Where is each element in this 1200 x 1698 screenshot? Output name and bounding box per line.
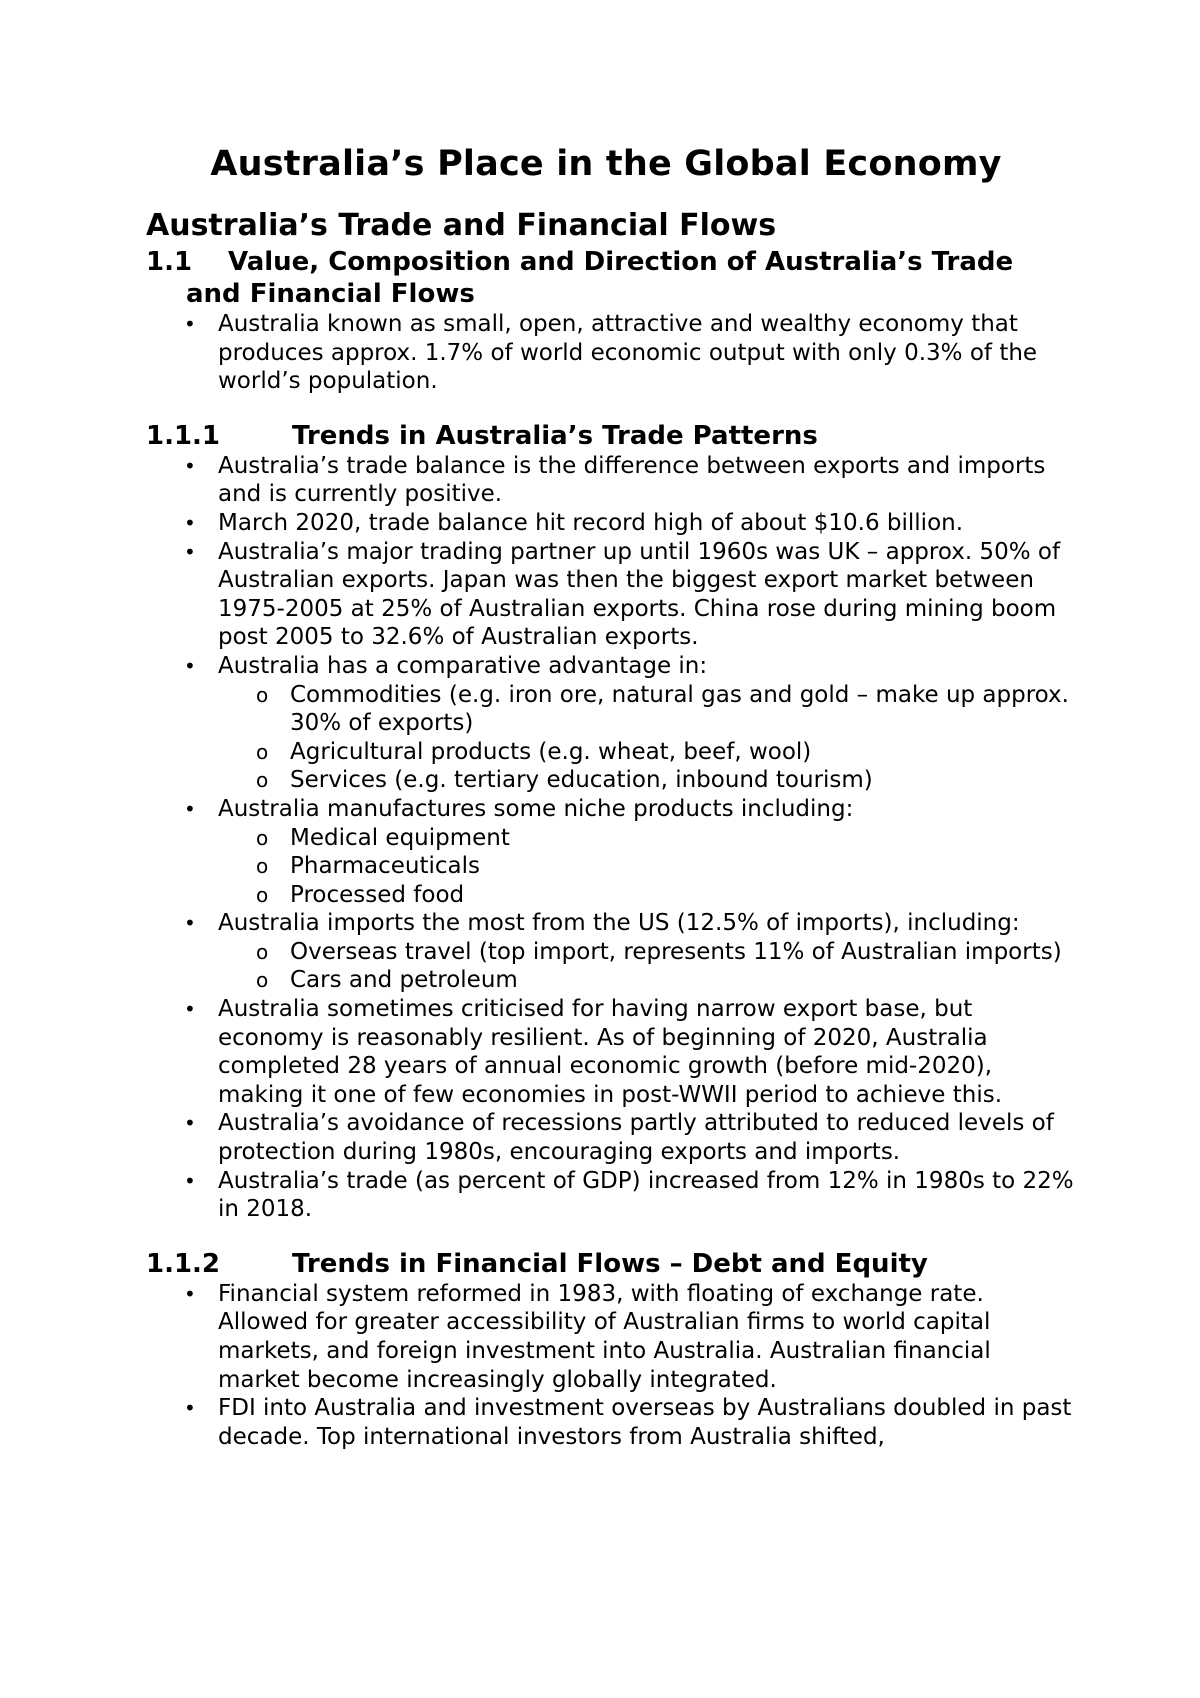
sub-list-item-text: Agricultural products (e.g. wheat, beef, wool) [290, 738, 812, 765]
bullet-icon: • [184, 1168, 196, 1193]
sub-bullet-icon: o [256, 739, 269, 764]
list-item [184, 1394, 1076, 1451]
sub-list-item [256, 938, 1076, 967]
sub-list-item [256, 681, 1076, 738]
bullet-icon: • [184, 796, 196, 821]
sub-list-item-text: Services (e.g. tertiary education, inbound tourism) [290, 767, 873, 794]
subsection-1-1-2-heading [146, 1248, 1076, 1280]
subsection-title: Trends in Financial Flows – Debt and Equity [292, 1248, 928, 1279]
subsection-number: 1.1 [146, 247, 193, 277]
subsection-1-1-heading [146, 246, 1076, 310]
list-item [184, 452, 1076, 509]
bullet-icon: • [184, 997, 196, 1022]
list-item-text: Australia’s major trading partner up until 1960s was UK – approx. 50% of Australian exports. Japan was then the biggest export market between 1975-2005 at 25% of Australian exports. China rose during mining boom post 2005 to 32.6% of Australian exports. [218, 538, 1061, 651]
sub-list-niche-products [218, 824, 1076, 910]
sub-bullet-icon: o [256, 825, 269, 850]
subsection-number: 1.1.1 [146, 420, 221, 451]
bullet-list-1-1 [146, 310, 1076, 396]
sub-list-item [256, 881, 1076, 910]
bullet-icon: • [184, 453, 196, 478]
list-item [184, 509, 1076, 538]
list-item-text: Australia known as small, open, attractive and wealthy economy that produces approx. 1.7% of world economic output with only 0.3% of the world’s population. [218, 311, 1038, 395]
bullet-icon: • [184, 1281, 196, 1306]
document-page [146, 140, 1076, 1451]
sub-list-item-text: Commodities (e.g. iron ore, natural gas and gold – make up approx. 30% of exports) [290, 681, 1069, 737]
subsection-number: 1.1.2 [146, 1248, 221, 1279]
document-title: Australia’s Place in the Global Economy [210, 144, 1002, 184]
list-item [184, 1167, 1076, 1224]
sub-bullet-icon: o [256, 768, 269, 793]
sub-list-item-text: Pharmaceuticals [290, 853, 480, 880]
bullet-icon: • [184, 539, 196, 564]
subsection-1-1-1-heading [146, 420, 1076, 452]
bullet-icon: • [184, 653, 196, 678]
sub-list-imports [218, 938, 1076, 995]
bullet-icon: • [184, 510, 196, 535]
sub-list-item-text: Cars and petroleum [290, 967, 518, 994]
list-item [184, 652, 1076, 795]
sub-list-item [256, 852, 1076, 881]
bullet-list-1-1-1 [146, 452, 1076, 1224]
sub-list-item-text: Medical equipment [290, 824, 510, 851]
bullet-list-1-1-2 [146, 1280, 1076, 1452]
list-item-text: Australia’s trade (as percent of GDP) increased from 12% in 1980s to 22% in 2018. [218, 1167, 1074, 1223]
list-item [184, 1109, 1076, 1166]
bullet-icon: • [184, 1111, 196, 1136]
bullet-icon: • [184, 911, 196, 936]
bullet-icon: • [184, 312, 196, 336]
sub-list-item [256, 824, 1076, 853]
sub-bullet-icon: o [256, 682, 269, 707]
list-item-text: FDI into Australia and investment overseas by Australians doubled in past decade. Top international investors from Australia shifted, [218, 1395, 1072, 1450]
list-item [184, 909, 1076, 995]
list-item-text: March 2020, trade balance hit record high of about $10.6 billion. [218, 509, 964, 536]
list-item [184, 538, 1076, 652]
sub-bullet-icon: o [256, 854, 269, 879]
list-item-text: Australia has a comparative advantage in: [218, 652, 708, 679]
list-item-text: Australia sometimes criticised for having narrow export base, but economy is reasonably resilient. As of beginning of 2020, Australia completed 28 years of annual economic growth (before mid-2020), making it one of few economies in post-WWII period to achieve this. [218, 996, 1002, 1108]
list-item-text: Australia imports the most from the US (12.5% of imports), including: [218, 910, 1020, 937]
sub-list-comparative-advantage [218, 681, 1076, 795]
sub-bullet-icon: o [256, 939, 269, 964]
sub-list-item [256, 738, 1076, 767]
list-item [184, 795, 1076, 909]
sub-list-item [256, 766, 1076, 795]
list-item-text: Australia’s avoidance of recessions partly attributed to reduced levels of protection during 1980s, encouraging exports and imports. [218, 1110, 1054, 1166]
list-item [184, 995, 1076, 1109]
bullet-icon: • [184, 1396, 196, 1421]
sub-list-item-text: Processed food [290, 881, 465, 908]
subsection-title: Trends in Australia’s Trade Patterns [292, 420, 818, 451]
sub-bullet-icon: o [256, 882, 269, 907]
sub-bullet-icon: o [256, 968, 269, 993]
list-item [184, 310, 1076, 396]
subsection-title: Value, Composition and Direction of Australia’s Trade and Financial Flows [186, 247, 1014, 309]
list-item-text: Financial system reformed in 1983, with floating of exchange rate. Allowed for greater accessibility of Australian firms to world capital markets, and foreign investment into Australia. Australian financial market become increasingly globally integrated. [218, 1280, 991, 1393]
list-item [184, 1280, 1076, 1394]
section-heading: Australia’s Trade and Financial Flows [146, 208, 777, 243]
sub-list-item-text: Overseas travel (top import, represents 11% of Australian imports) [290, 938, 1062, 965]
sub-list-item [256, 966, 1076, 995]
list-item-text: Australia’s trade balance is the difference between exports and imports and is currently positive. [218, 452, 1046, 508]
list-item-text: Australia manufactures some niche products including: [218, 795, 854, 822]
